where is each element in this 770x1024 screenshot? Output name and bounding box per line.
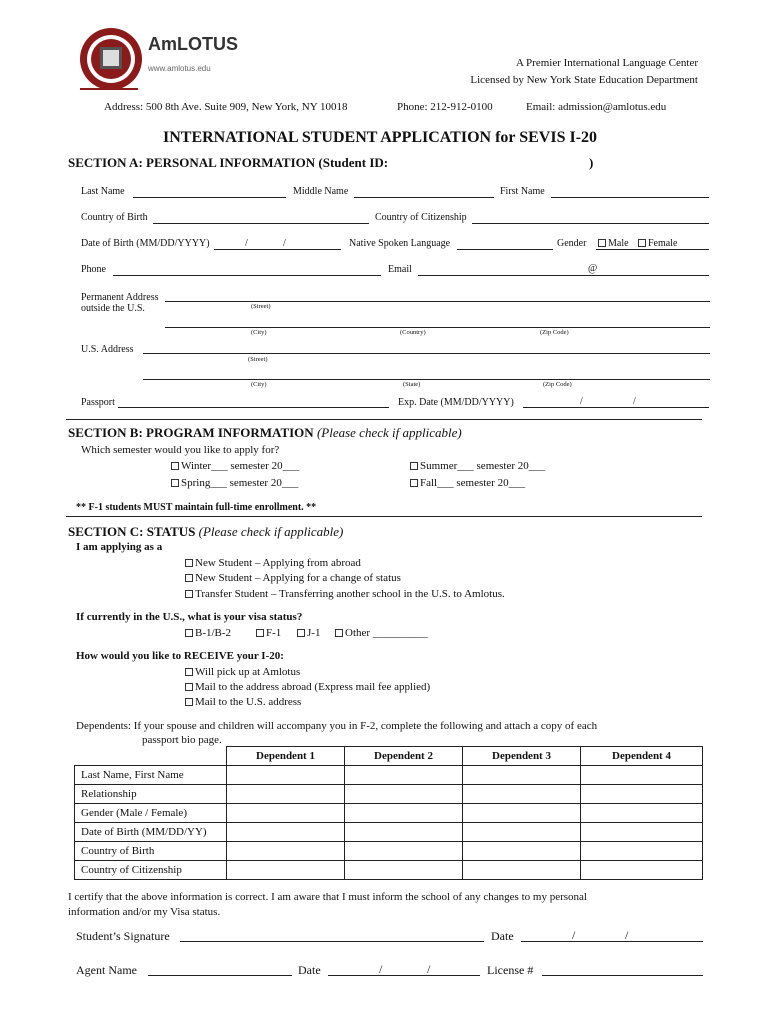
checkbox-icon[interactable] — [410, 462, 418, 470]
winter-option[interactable] — [171, 460, 299, 472]
visa-f-option[interactable] — [256, 627, 281, 639]
dependent-3-header: Dependent 3 — [463, 747, 581, 766]
native-language-label: Native Spoken Language — [349, 238, 451, 249]
table-cell[interactable] — [463, 823, 581, 842]
country-caption: (Country) — [400, 329, 426, 336]
table-corner — [75, 747, 227, 766]
passport-field[interactable] — [118, 407, 389, 408]
table-cell[interactable] — [345, 785, 463, 804]
summer-option[interactable] — [410, 460, 545, 472]
email-at: @ — [588, 263, 598, 274]
table-row — [75, 861, 703, 880]
checkbox-icon[interactable] — [335, 629, 343, 637]
table-cell[interactable] — [227, 842, 345, 861]
us-state-caption: (State) — [403, 381, 421, 388]
middle-name-field[interactable] — [354, 197, 494, 198]
first-name-field[interactable] — [551, 197, 709, 198]
date-field[interactable] — [521, 941, 703, 942]
outside-us-label: outside the U.S. — [81, 303, 145, 314]
logo-url: www.amlotus.edu — [148, 64, 211, 73]
gender-female-option[interactable] — [638, 238, 677, 249]
exp-slash-1: / — [580, 396, 583, 407]
permanent-address-label: Permanent Address — [81, 292, 159, 303]
agent-name-label: Agent Name — [76, 963, 137, 977]
dob-slash-2: / — [283, 238, 286, 249]
receive-question: How would you like to RECEIVE your I-20: — [76, 650, 284, 662]
us-address-label: U.S. Address — [81, 344, 134, 355]
visa-b-label: B-1/B-2 — [195, 627, 232, 639]
us-city-caption: (City) — [251, 381, 267, 388]
exp-date-field[interactable] — [523, 407, 709, 408]
dependent-2-header: Dependent 2 — [345, 747, 463, 766]
last-name-field[interactable] — [133, 197, 286, 198]
receive-option-3[interactable] — [185, 696, 301, 708]
exp-slash-2: / — [633, 396, 636, 407]
checkbox-icon[interactable] — [256, 629, 264, 637]
gender-male-option[interactable] — [598, 238, 629, 249]
native-language-field[interactable] — [457, 249, 553, 250]
checkbox-icon[interactable] — [185, 683, 193, 691]
table-cell[interactable] — [463, 785, 581, 804]
visa-j-label: J-1 — [307, 627, 321, 639]
applying-option-1-label: New Student – Applying from abroad — [195, 557, 361, 569]
receive-option-2[interactable] — [185, 681, 430, 693]
zip-caption: (Zip Code) — [540, 329, 569, 336]
email-field[interactable] — [418, 275, 709, 276]
us-street-field[interactable] — [143, 353, 710, 354]
summer-label: Summer___ semester 20___ — [420, 460, 546, 472]
checkbox-icon[interactable] — [410, 479, 418, 487]
table-cell[interactable] — [227, 823, 345, 842]
dob-field[interactable] — [214, 249, 341, 250]
phone-label: Phone — [81, 264, 106, 275]
country-citizenship-label: Country of Citizenship — [375, 212, 467, 223]
street-caption: (Street) — [251, 303, 271, 310]
dob-label: Date of Birth (MM/DD/YYYY) — [81, 238, 210, 249]
country-citizenship-field[interactable] — [472, 223, 709, 224]
section-b-note: (Please check if applicable) — [316, 425, 462, 440]
fall-option[interactable] — [410, 477, 525, 489]
applying-option-3[interactable] — [185, 588, 505, 600]
dependents-table — [74, 746, 703, 880]
table-cell[interactable] — [581, 861, 703, 880]
table-header-row — [75, 747, 703, 766]
table-cell[interactable] — [227, 804, 345, 823]
applying-option-2-label: New Student – Applying for a change of status — [195, 572, 401, 584]
us-street-caption: (Street) — [248, 356, 268, 363]
semester-question: Which semester would you like to apply for? — [81, 444, 280, 456]
table-cell[interactable] — [463, 804, 581, 823]
applying-as-label: I am applying as a — [76, 541, 163, 553]
first-name-label: First Name — [500, 186, 545, 197]
table-cell[interactable] — [463, 861, 581, 880]
applying-option-3-label: Transfer Student – Transferring another school in the U.S. to Amlotus. — [195, 588, 505, 600]
agent-date-label: Date — [298, 963, 321, 977]
email-label: Email — [388, 264, 412, 275]
table-cell[interactable] — [345, 804, 463, 823]
passport-label: Passport — [81, 397, 115, 408]
row-label: Date of Birth (MM/DD/YY) — [75, 823, 227, 842]
table-cell[interactable] — [581, 804, 703, 823]
table-cell[interactable] — [581, 842, 703, 861]
logo-text: AmLOTUS — [148, 34, 238, 54]
divider — [66, 419, 702, 420]
f1-note: ** F-1 students MUST maintain full-time enrollment. ** — [76, 502, 317, 513]
phone-field[interactable] — [113, 275, 381, 276]
checkbox-icon[interactable] — [185, 629, 193, 637]
agent-date-field[interactable] — [328, 975, 480, 976]
page-title: INTERNATIONAL STUDENT APPLICATION for SEVIS I-20 — [163, 129, 598, 146]
table-cell[interactable] — [345, 861, 463, 880]
license-field[interactable] — [542, 975, 703, 976]
checkbox-icon[interactable] — [185, 559, 193, 567]
license-label: License # — [487, 963, 534, 977]
table-cell[interactable] — [345, 766, 463, 785]
fall-label: Fall___ semester 20___ — [420, 477, 526, 489]
checkbox-icon[interactable] — [171, 462, 179, 470]
student-signature-field[interactable] — [180, 941, 484, 942]
table-cell[interactable] — [345, 842, 463, 861]
tagline-2: Licensed by New York State Education Department — [470, 74, 698, 86]
agent-name-field[interactable] — [148, 975, 292, 976]
visa-other-option[interactable] — [335, 627, 428, 639]
female-label: Female — [648, 238, 678, 249]
exp-date-label: Exp. Date (MM/DD/YYYY) — [398, 397, 514, 408]
last-name-label: Last Name — [81, 186, 125, 197]
row-label: Gender (Male / Female) — [75, 804, 227, 823]
visa-f-label: F-1 — [266, 627, 282, 639]
table-cell[interactable] — [227, 785, 345, 804]
spring-option[interactable] — [171, 477, 298, 489]
visa-j-option[interactable] — [297, 627, 320, 639]
section-c-heading: SECTION C: STATUS (Please check if applicable) — [68, 524, 344, 539]
table-row — [75, 766, 703, 785]
row-label: Relationship — [75, 785, 227, 804]
table-row — [75, 842, 703, 861]
table-row — [75, 823, 703, 842]
receive-option-3-label: Mail to the U.S. address — [195, 696, 302, 708]
dob-slash-1: / — [245, 238, 248, 249]
visa-b-option[interactable] — [185, 627, 231, 639]
checkbox-icon[interactable] — [185, 590, 193, 598]
country-birth-field[interactable] — [153, 223, 369, 224]
date-slash-2: / — [625, 928, 629, 942]
table-cell[interactable] — [463, 766, 581, 785]
email: Email: admission@amlotus.edu — [526, 101, 667, 113]
table-cell[interactable] — [227, 861, 345, 880]
agent-date-slash-2: / — [427, 962, 431, 976]
agent-date-slash-1: / — [379, 962, 383, 976]
section-a-heading: SECTION A: PERSONAL INFORMATION (Student ID: — [68, 155, 389, 170]
table-cell[interactable] — [581, 823, 703, 842]
table-cell[interactable] — [463, 842, 581, 861]
dependent-4-header: Dependent 4 — [581, 747, 703, 766]
checkbox-icon[interactable] — [185, 698, 193, 706]
gender-label: Gender — [557, 238, 587, 249]
section-b-heading: SECTION B: PROGRAM INFORMATION (Please check if applicable) — [68, 425, 462, 440]
table-cell[interactable] — [227, 766, 345, 785]
us-city-field[interactable] — [143, 379, 710, 380]
checkbox-icon[interactable] — [598, 239, 606, 247]
dependent-1-header: Dependent 1 — [227, 747, 345, 766]
permanent-street-field[interactable] — [165, 301, 710, 302]
country-birth-label: Country of Birth — [81, 212, 148, 223]
student-signature-label: Student’s Signature — [76, 929, 170, 943]
date-slash-1: / — [572, 928, 576, 942]
dependents-text-2: passport bio page. — [142, 734, 222, 746]
winter-label: Winter___ semester 20___ — [181, 460, 300, 472]
checkbox-icon[interactable] — [185, 668, 193, 676]
receive-option-2-label: Mail to the address abroad (Express mail fee applied) — [195, 681, 431, 693]
table-cell[interactable] — [581, 785, 703, 804]
receive-option-1-label: Will pick up at Amlotus — [195, 666, 301, 678]
middle-name-label: Middle Name — [293, 186, 349, 197]
checkbox-icon[interactable] — [297, 629, 305, 637]
row-label: Country of Birth — [75, 842, 227, 861]
us-zip-caption: (Zip Code) — [543, 381, 572, 388]
row-label: Country of Citizenship — [75, 861, 227, 880]
male-label: Male — [608, 238, 629, 249]
certify-text: I certify that the above information is correct. I am aware that I must inform the school of any changes to my personal — [68, 891, 587, 903]
checkbox-icon[interactable] — [171, 479, 179, 487]
certify-text-2: information and/or my Visa status. — [68, 906, 221, 918]
gender-underline — [596, 249, 709, 250]
visa-other-label: Other __________ — [345, 627, 428, 639]
section-c-note: (Please check if applicable) — [198, 524, 344, 539]
row-label: Last Name, First Name — [75, 766, 227, 785]
visa-question: If currently in the U.S., what is your visa status? — [76, 611, 303, 623]
table-cell[interactable] — [581, 766, 703, 785]
table-row — [75, 785, 703, 804]
tagline-1: A Premier International Language Center — [515, 57, 698, 69]
divider — [66, 516, 702, 517]
checkbox-icon[interactable] — [638, 239, 646, 247]
phone: Phone: 212-912-0100 — [397, 101, 493, 113]
checkbox-icon[interactable] — [185, 574, 193, 582]
receive-option-1[interactable] — [185, 666, 300, 678]
table-cell[interactable] — [345, 823, 463, 842]
applying-option-1[interactable] — [185, 557, 361, 569]
address: Address: 500 8th Ave. Suite 909, New York, NY 10018 — [104, 101, 348, 113]
spring-label: Spring___ semester 20___ — [181, 477, 299, 489]
date-label: Date — [491, 929, 514, 943]
applying-option-2[interactable] — [185, 572, 401, 584]
city-caption: (City) — [251, 329, 267, 336]
permanent-city-field[interactable] — [165, 327, 710, 328]
table-row — [75, 804, 703, 823]
section-a-heading-close: ) — [589, 155, 594, 170]
dependents-text: Dependents: If your spouse and children will accompany you in F-2, complete the following and attach a copy of each — [76, 720, 598, 732]
